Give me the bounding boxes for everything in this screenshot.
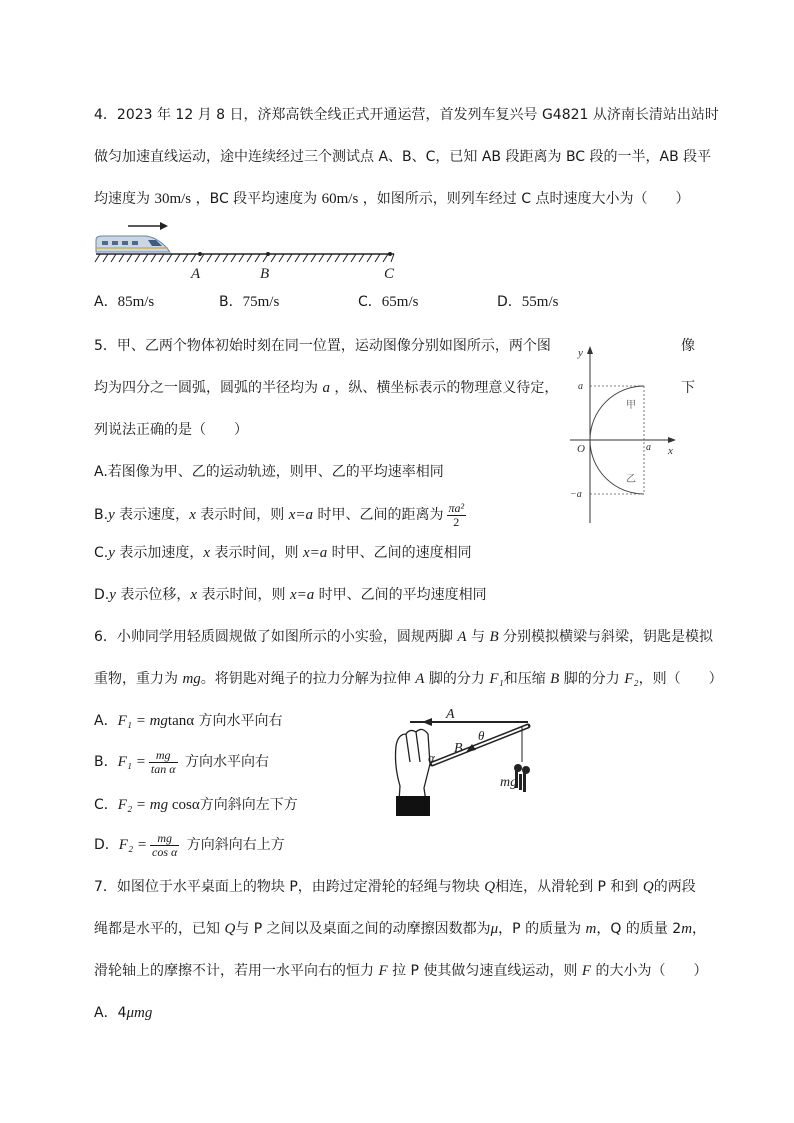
option-label: A．4 <box>94 1005 127 1021</box>
option-label: A． <box>94 294 118 310</box>
var-F1: F₁ <box>489 671 504 687</box>
q6-text: 分别模拟横梁与斜梁，钥匙是模拟 <box>498 629 714 645</box>
q4-text: 均速度为 <box>94 191 150 207</box>
option-label: D. <box>94 587 110 603</box>
q4-option-c[interactable] <box>358 292 418 312</box>
q5-text: 表示时间，则 <box>195 507 289 523</box>
arc-yi <box>590 440 644 494</box>
q7-text: 7．如图位于水平桌面上的物块 P，由跨过定滑轮的轻绳与物块 <box>94 879 485 895</box>
q6-text: 方向斜向左下方 <box>199 797 298 813</box>
q6-text: 6．小帅同学用轻质圆规做了如图所示的小实验，圆规两脚 <box>94 629 458 645</box>
q7-text: 拉 P 使其做匀速直线运动，则 <box>387 963 582 979</box>
q4-train-figure <box>94 216 424 284</box>
formula-cos: cosα <box>168 797 200 813</box>
q6-text: 和压缩 <box>503 671 551 687</box>
var-Q: Q <box>224 921 236 937</box>
point-c-label: C <box>384 266 395 282</box>
q5-line-1: 5．甲、乙两个物体初始时刻在同一位置，运动图像分别如图所示，两个图 <box>94 338 551 354</box>
q5-text: 表示加速度， <box>114 545 204 561</box>
sleeve <box>396 796 430 816</box>
var-mu: μ <box>490 921 499 937</box>
q5-text: 均为四分之一圆弧，圆弧的半径均为 <box>94 380 318 396</box>
q5-radius-symbol: a <box>322 380 330 396</box>
option-label: D． <box>94 837 119 853</box>
point-b-label: B <box>260 266 270 282</box>
var-A: A <box>415 671 425 687</box>
q4-option-a[interactable] <box>94 292 154 312</box>
q4-option-b[interactable] <box>219 292 279 312</box>
q7-text: ，P 的质量为 <box>498 921 586 937</box>
q6-line-2 <box>94 669 723 689</box>
q6-option-d[interactable] <box>94 828 285 862</box>
q5-option-c[interactable] <box>94 543 472 563</box>
q4-v1: 30m/s <box>154 191 192 207</box>
var-B: B <box>489 629 499 645</box>
q6-line-1 <box>94 627 713 647</box>
q7-text: 的两段 <box>653 879 696 895</box>
q7-option-a[interactable] <box>94 1003 152 1023</box>
q6-text: 方向斜向右上方 <box>182 837 285 853</box>
option-label: C. <box>94 545 109 561</box>
fraction-pi-a2-over-2: $\frac{\text{πa²}}{2}$ <box>448 500 465 529</box>
label-mg: mg <box>500 775 518 790</box>
q7-text: 绳都是水平的，已知 <box>94 921 225 937</box>
q6-text: 重物，重力为 <box>94 671 183 687</box>
q6-text: 脚的分力 <box>559 671 625 687</box>
q6-text: 方向水平向右 <box>180 754 269 770</box>
x-axis-arrow <box>668 437 676 443</box>
leg-a-arrow <box>422 718 432 726</box>
q7-text: 滑轮轴上的摩擦不计，若用一水平向右的恒力 <box>94 963 379 979</box>
label-theta: θ <box>478 728 485 743</box>
var-y: y <box>108 545 115 561</box>
q7-text: ，Q 的质量 2 <box>596 921 682 937</box>
q7-line-1 <box>94 877 696 897</box>
fraction-mg-over-cos: $\frac{mg}{\text{cos α}}$ <box>152 830 178 859</box>
point-a-label: A <box>191 266 201 282</box>
label-a: A <box>446 707 455 722</box>
q5-text: 时甲、乙间的平均速度相同 <box>314 587 487 603</box>
formula: F₁ = mg <box>117 713 168 729</box>
q4-text: ，如图所示，则列车经过 C 点时速度大小为（ ） <box>362 191 690 207</box>
label-b: B <box>454 741 463 756</box>
q5-option-b[interactable] <box>94 498 469 532</box>
option-label: C． <box>358 294 382 310</box>
q5-text: 表示位移， <box>115 587 191 603</box>
formula-tan: tanα <box>167 713 195 729</box>
fraction-mg-over-tan: $\frac{mg}{\text{tan α}}$ <box>150 747 176 776</box>
x-axis-label: x <box>668 445 673 457</box>
point-a-dot <box>198 252 202 256</box>
q7-text: 的大小为（ ） <box>591 963 708 979</box>
q7-line-3 <box>94 961 708 981</box>
q6-option-c[interactable] <box>94 795 298 815</box>
formula: F₂ = <box>118 837 148 853</box>
var-Q: Q <box>484 879 496 895</box>
q5-option-d[interactable] <box>94 585 487 605</box>
q6-text: 脚的分力 <box>424 671 490 687</box>
yi-label: 乙 <box>626 474 636 485</box>
q6-text: ，则（ ） <box>638 671 723 687</box>
a-top-label: a <box>578 381 583 392</box>
y-axis-arrow <box>587 346 593 354</box>
q4-line-3 <box>94 189 689 209</box>
var-y: y <box>109 587 116 603</box>
q6-option-a[interactable] <box>94 711 283 731</box>
q5-line-3: 列说法正确的是（ ） <box>94 422 248 438</box>
var-F: F <box>581 963 592 979</box>
option-value: 75m/s <box>242 294 280 310</box>
q5-graph <box>560 340 680 530</box>
var-F2: F₂ <box>624 671 639 687</box>
train-icon <box>96 236 170 252</box>
var-x-eq-a: x=a <box>288 507 314 523</box>
q6-text: 与 <box>466 629 490 645</box>
q5-line-2 <box>94 378 558 398</box>
q5-line-2-end: 下 <box>681 380 695 396</box>
q6-text: 方向水平向右 <box>194 713 283 729</box>
q4-line-1: 4．2023 年 12 月 8 日，济郑高铁全线正式开通运营，首发列车复兴号 G4821 从济南长清站出站时 <box>94 107 719 123</box>
a-bottom-label: −a <box>570 489 582 500</box>
var-x-eq-a: x=a <box>302 545 328 561</box>
q5-text: 时甲、乙间的速度相同 <box>327 545 472 561</box>
option-label: A． <box>94 713 118 729</box>
velocity-arrowhead <box>160 222 168 230</box>
q4-text: ，BC 段平均速度为 <box>195 191 318 207</box>
q5-text: 时甲、乙间的距离为 <box>313 507 444 523</box>
q6-text: 。将钥匙对绳子的拉力分解为拉伸 <box>200 671 416 687</box>
y-axis-label: y <box>578 347 583 359</box>
var-x: x <box>190 587 198 603</box>
option-label: C． <box>94 797 118 813</box>
q5-text: ，纵、横坐标表示的物理意义待定， <box>334 380 559 396</box>
q5-text: 表示时间，则 <box>210 545 303 561</box>
q7-text: 相连，从滑轮到 P 和到 <box>495 879 643 895</box>
q5-text: 表示速度， <box>114 507 190 523</box>
option-label: B. <box>94 507 109 523</box>
jia-label: 甲 <box>626 400 636 411</box>
q5-line-1-end: 像 <box>681 338 695 354</box>
option-value: 85m/s <box>117 294 155 310</box>
var-m: m <box>681 921 693 937</box>
q7-line-2 <box>94 919 706 939</box>
option-value: 55m/s <box>521 294 559 310</box>
formula: F₁ = <box>117 754 146 770</box>
q5-option-a[interactable]: A.若图像为甲、乙的运动轨迹，则甲、乙的平均速率相同 <box>94 464 444 480</box>
q6-compass-figure <box>388 704 548 816</box>
var-A: A <box>457 629 467 645</box>
var-x: x <box>189 507 196 523</box>
ground-hatch <box>95 254 394 262</box>
a-right-label: a <box>646 442 651 453</box>
q7-text: 与 P 之间以及桌面之间的动摩擦因数都为 <box>235 921 491 937</box>
q5-text: 表示时间，则 <box>197 587 290 603</box>
option-value: 65m/s <box>381 294 419 310</box>
arc-jia <box>590 386 644 440</box>
var-x-eq-a: x=a <box>289 587 315 603</box>
q4-line-2: 做匀加速直线运动，途中连续经过三个测试点 A、B、C，已知 AB 段距离为 BC 段的一半，AB 段平 <box>94 149 712 165</box>
point-c-dot <box>388 252 392 256</box>
point-b-dot <box>266 252 270 256</box>
q7-text: ， <box>692 921 707 937</box>
option-label: B． <box>219 294 243 310</box>
formula: μmg <box>126 1005 153 1021</box>
formula: F₂ = mg <box>117 797 169 813</box>
var-B: B <box>550 671 560 687</box>
var-m: m <box>585 921 597 937</box>
q4-v2: 60m/s <box>321 191 359 207</box>
var-y: y <box>108 507 115 523</box>
q4-option-d[interactable] <box>497 292 558 312</box>
var-mg: mg <box>182 671 201 687</box>
origin-label: O <box>577 443 585 455</box>
var-x: x <box>203 545 211 561</box>
option-label: B． <box>94 754 118 770</box>
option-label: D． <box>497 294 522 310</box>
var-F: F <box>378 963 388 979</box>
label-alpha: α <box>428 750 435 765</box>
var-Q: Q <box>642 879 654 895</box>
q6-option-b[interactable] <box>94 745 269 779</box>
